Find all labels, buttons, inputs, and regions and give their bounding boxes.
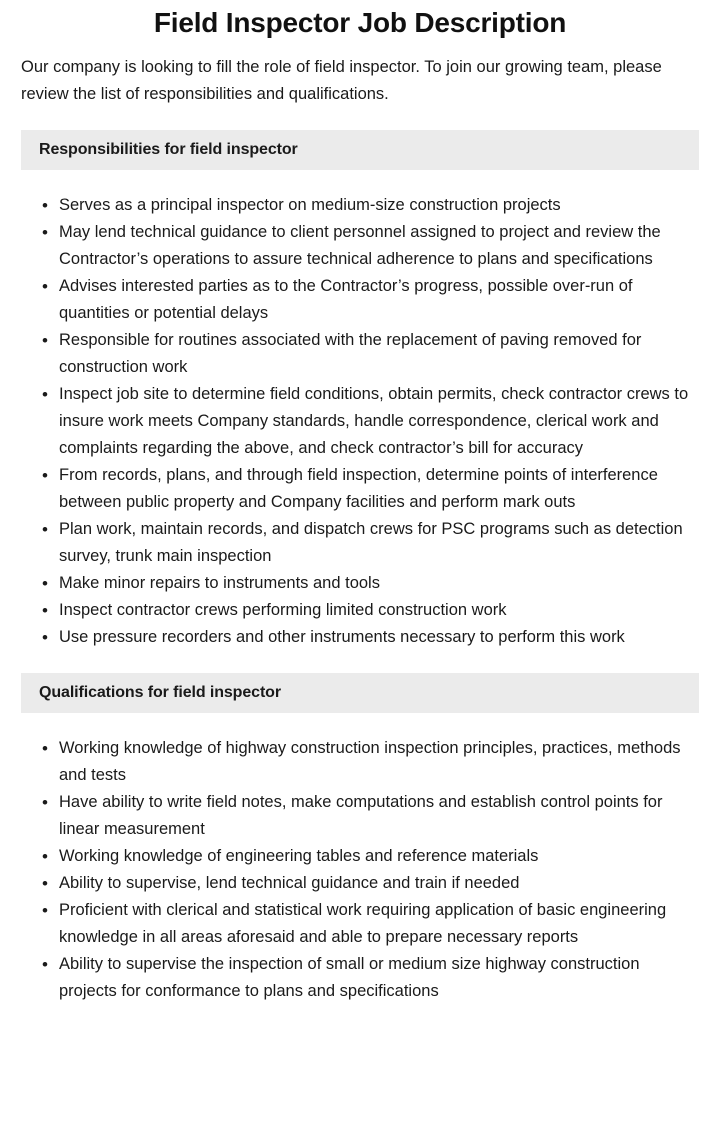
list-item-text: Ability to supervise the inspection of small or medium size highway construction projects for conformance to plans and specifications	[59, 955, 640, 1000]
bullet-icon: •	[42, 574, 48, 593]
list-item	[0, 870, 720, 897]
list-item	[0, 327, 720, 381]
list-item-text: Plan work, maintain records, and dispatch crews for PSC programs such as detection survey, trunk main inspection	[59, 520, 683, 565]
bullet-icon: •	[42, 196, 48, 215]
bullet-icon: •	[42, 223, 48, 242]
list-item	[0, 597, 720, 624]
bullet-icon: •	[42, 901, 48, 920]
bullet-icon: •	[42, 385, 48, 404]
list-item	[0, 462, 720, 516]
list-item	[0, 192, 720, 219]
list-item-text: Inspect contractor crews performing limited construction work	[59, 601, 507, 619]
bullet-icon: •	[42, 847, 48, 866]
list-item-text: Ability to supervise, lend technical guidance and train if needed	[59, 874, 520, 892]
bullet-icon: •	[42, 739, 48, 758]
bullet-icon: •	[42, 601, 48, 620]
bullet-icon: •	[42, 466, 48, 485]
list-item-text: May lend technical guidance to client personnel assigned to project and review the Contractor’s operations to assure technical adherence to plans and specifications	[59, 223, 661, 268]
list-item	[0, 897, 720, 951]
list-item-text: Working knowledge of highway construction inspection principles, practices, methods and tests	[59, 739, 681, 784]
list-item	[0, 273, 720, 327]
section-header-qualifications-label: Qualifications for field inspector	[39, 684, 281, 701]
list-item	[0, 219, 720, 273]
list-item-text: Have ability to write field notes, make computations and establish control points for linear measurement	[59, 793, 663, 838]
list-item-text: Inspect job site to determine field conditions, obtain permits, check contractor crews to insure work meets Company standards, handle correspondence, clerical work and complaints regarding the above, and check contractor’s bill for accuracy	[59, 385, 689, 457]
responsibilities-list	[0, 192, 720, 651]
list-item-text: Responsible for routines associated with the replacement of paving removed for construction work	[59, 331, 642, 376]
bullet-icon: •	[42, 628, 48, 647]
list-item	[0, 381, 720, 462]
list-item	[0, 735, 720, 789]
list-item	[0, 789, 720, 843]
bullet-icon: •	[42, 277, 48, 296]
list-item-text: Working knowledge of engineering tables and reference materials	[59, 847, 539, 865]
list-item	[0, 843, 720, 870]
list-item	[0, 951, 720, 1005]
list-item-text: Use pressure recorders and other instruments necessary to perform this work	[59, 628, 625, 646]
list-item-text: From records, plans, and through field inspection, determine points of interference between public property and Company facilities and perform mark outs	[59, 466, 658, 511]
section-header-responsibilities-label: Responsibilities for field inspector	[39, 141, 298, 158]
list-item-text: Advises interested parties as to the Contractor’s progress, possible over-run of quantities or potential delays	[59, 277, 633, 322]
page-title: Field Inspector Job Description	[153, 7, 567, 38]
list-item-text: Serves as a principal inspector on medium-size construction projects	[59, 196, 561, 214]
section-header-responsibilities	[21, 130, 699, 170]
bullet-icon: •	[42, 331, 48, 350]
list-item	[0, 570, 720, 597]
list-item-text: Proficient with clerical and statistical work requiring application of basic engineering knowledge in all areas aforesaid and able to prepare necessary reports	[59, 901, 667, 946]
list-item-text: Make minor repairs to instruments and tools	[59, 574, 380, 592]
bullet-icon: •	[42, 955, 48, 974]
list-item	[0, 516, 720, 570]
intro-paragraph: Our company is looking to fill the role of field inspector. To join our growing team, please review the list of responsibilities and qualifications.	[21, 58, 662, 103]
section-header-qualifications	[21, 673, 699, 713]
qualifications-list	[0, 735, 720, 1005]
bullet-icon: •	[42, 874, 48, 893]
bullet-icon: •	[42, 520, 48, 539]
list-item	[0, 624, 720, 651]
bullet-icon: •	[42, 793, 48, 812]
